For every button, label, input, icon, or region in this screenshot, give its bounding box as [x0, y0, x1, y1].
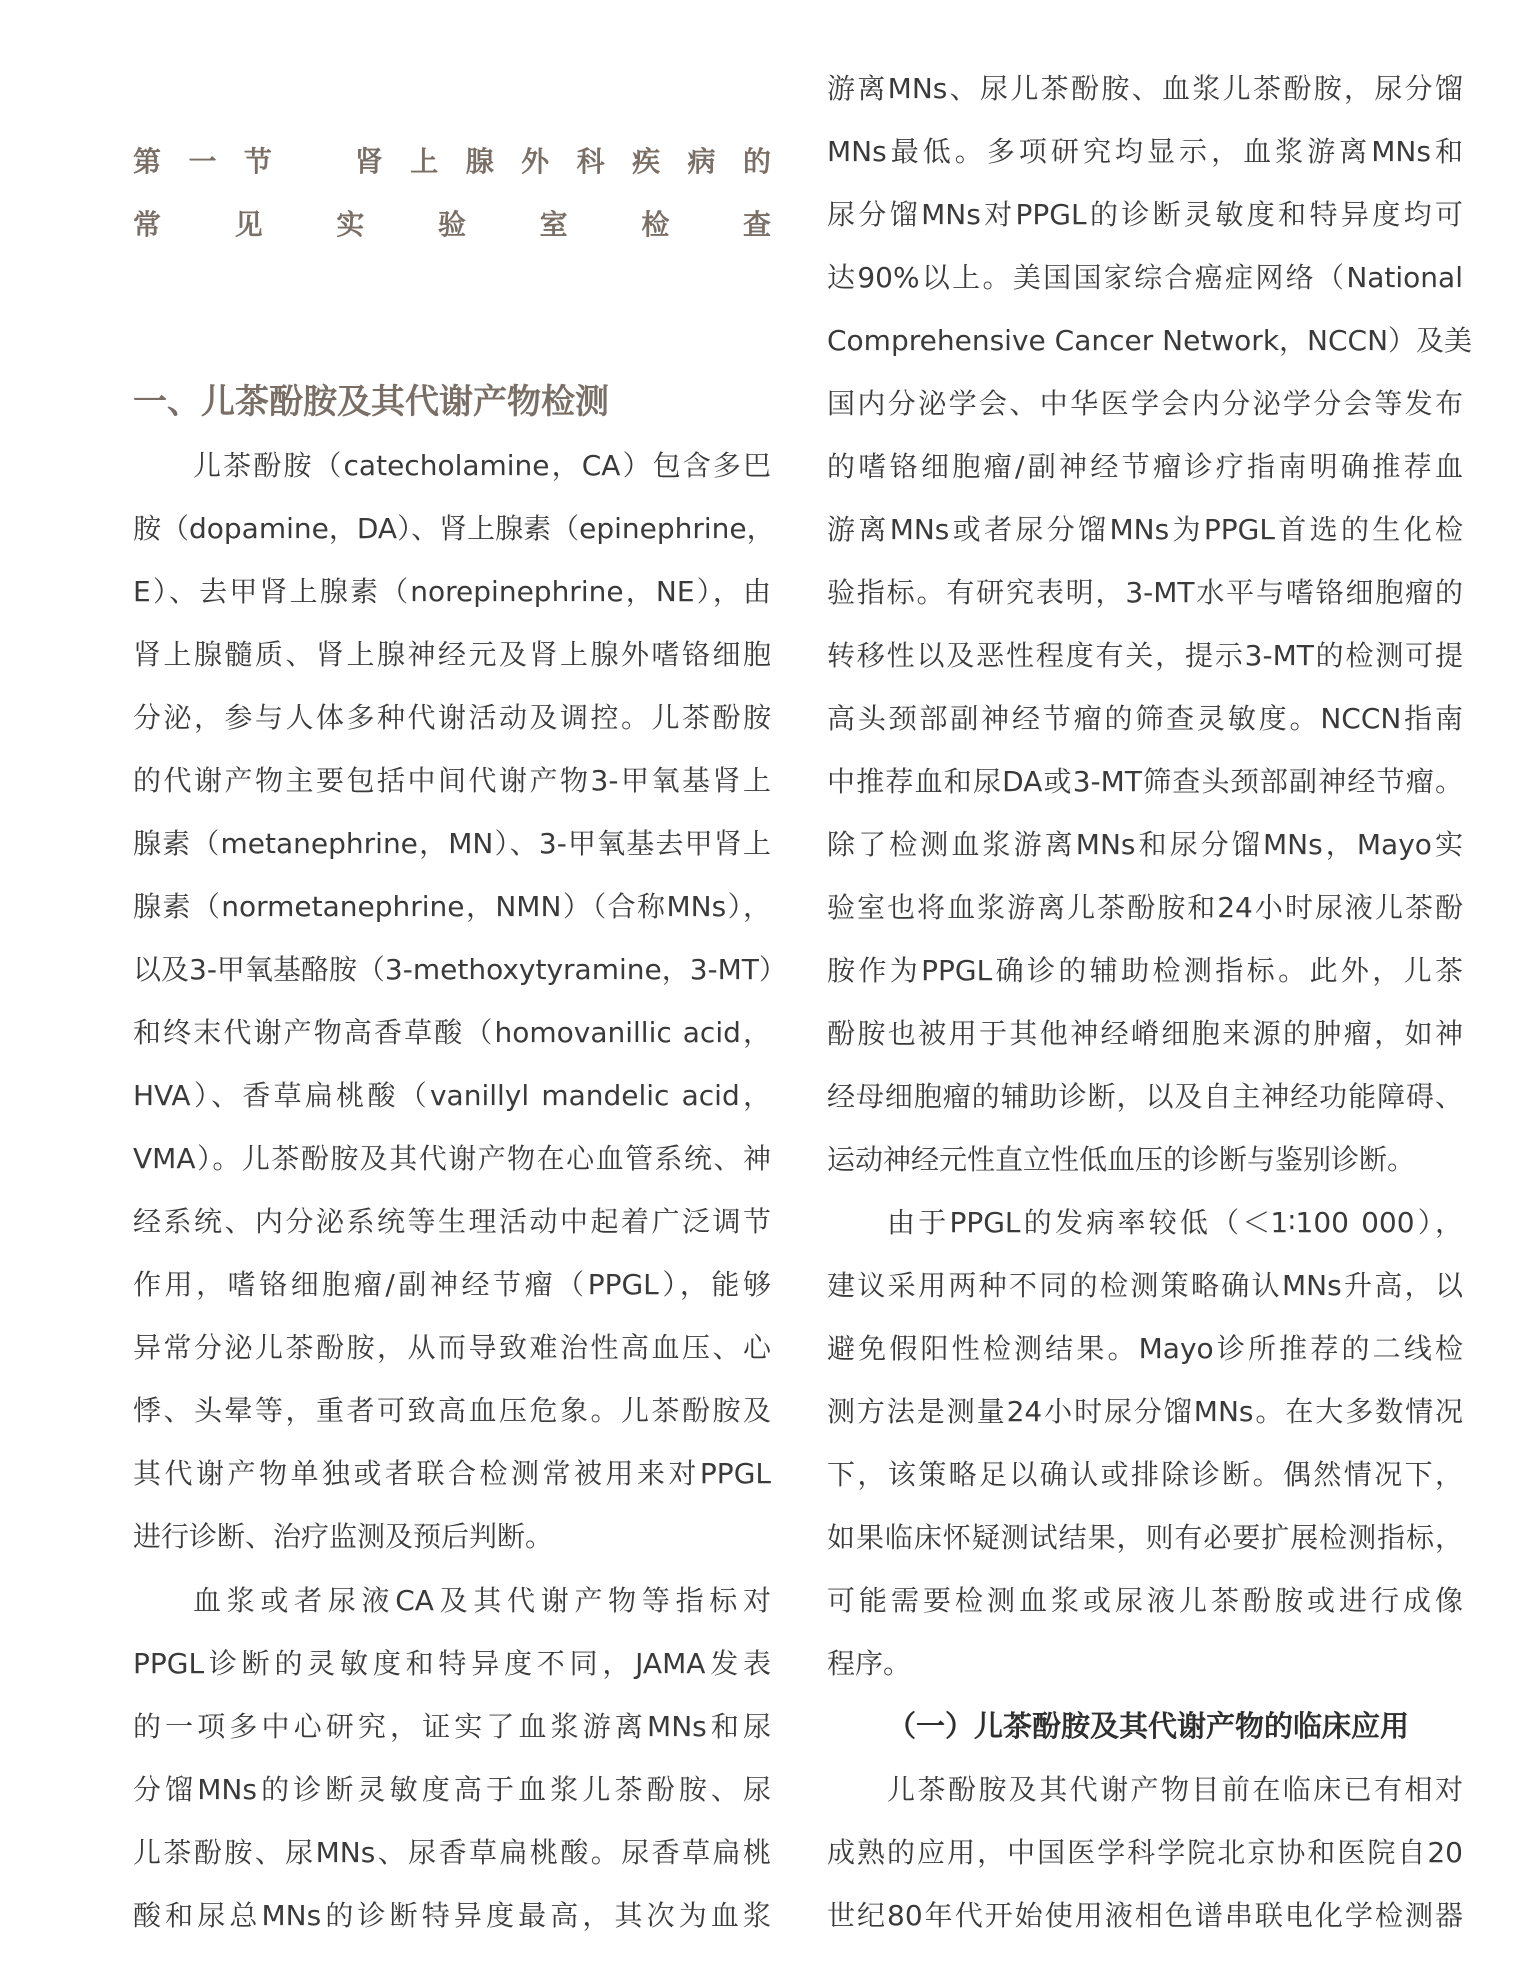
paragraph-line: 肾上腺髓质、肾上腺神经元及肾上腺外嗜铬细胞 — [133, 638, 771, 671]
paragraph-line: 悸、头晕等，重者可致高血压危象。儿茶酚胺及 — [133, 1394, 771, 1427]
paragraph-line: 中推荐血和尿DA或3-MT筛查头颈部副神经节瘤。 — [827, 765, 1463, 798]
paragraph-line: 尿分馏MNs对PPGL的诊断灵敏度和特异度均可 — [827, 198, 1463, 231]
paragraph-line: 成熟的应用，中国医学科学院北京协和医院自20 — [827, 1836, 1463, 1869]
section-heading: 一、儿茶酚胺及其代谢产物检测 — [133, 382, 609, 422]
paragraph-line: 达90%以上。美国国家综合癌症网络（National — [827, 261, 1463, 294]
paragraph-line: 游离MNs或者尿分馏MNs为PPGL首选的生化检 — [827, 513, 1463, 546]
left-paragraph-1 — [133, 434, 787, 1568]
paragraph-line: 程序。 — [827, 1647, 912, 1680]
paragraph-line: 世纪80年代开始使用液相色谱串联电化学检测器 — [827, 1899, 1463, 1932]
paragraph-line: 经母细胞瘤的辅助诊断，以及自主神经功能障碍、 — [827, 1080, 1463, 1113]
paragraph-line: 高头颈部副神经节瘤的筛查灵敏度。NCCN指南 — [827, 702, 1463, 735]
paragraph-line: 作用，嗜铬细胞瘤/副神经节瘤（PPGL），能够 — [133, 1268, 771, 1301]
paragraph-line: 的代谢产物主要包括中间代谢产物3-甲氧基肾上 — [133, 764, 771, 797]
paragraph-line: 下，该策略足以确认或排除诊断。偶然情况下， — [827, 1458, 1463, 1491]
paragraph-line: 儿茶酚胺、尿MNs、尿香草扁桃酸。尿香草扁桃 — [133, 1836, 771, 1869]
sub-heading: （一）儿茶酚胺及其代谢产物的临床应用 — [887, 1709, 1410, 1743]
paragraph-line: 以及3-甲氧基酪胺（3-methoxytyramine，3-MT） — [133, 953, 787, 986]
left-paragraph-2 — [133, 1569, 771, 1947]
paragraph-line: 其代谢产物单独或者联合检测常被用来对PPGL — [133, 1457, 771, 1490]
paragraph-line: 儿茶酚胺（catecholamine，CA）包含多巴 — [193, 449, 771, 482]
paragraph-line: 和终末代谢产物高香草酸（homovanillic acid， — [133, 1016, 771, 1049]
paragraph-line: 的嗜铬细胞瘤/副神经节瘤诊疗指南明确推荐血 — [827, 450, 1463, 483]
paragraph-line: 胺（dopamine，DA）、肾上腺素（epinephrine， — [133, 512, 775, 545]
paragraph-line: 的一项多中心研究，证实了血浆游离MNs和尿 — [133, 1710, 771, 1743]
paragraph-line: 腺素（normetanephrine，NMN）（合称MNs）， — [133, 890, 771, 923]
paragraph-line: 血浆或者尿液CA及其代谢产物等指标对 — [193, 1584, 771, 1617]
paragraph-line: PPGL诊断的灵敏度和特异度不同，JAMA发表 — [133, 1647, 771, 1680]
paragraph-line: MNs最低。多项研究均显示，血浆游离MNs和 — [827, 135, 1463, 168]
paragraph-line: 验室也将血浆游离儿茶酚胺和24小时尿液儿茶酚 — [827, 891, 1463, 924]
paragraph-line: HVA）、香草扁桃酸（vanillyl mandelic acid， — [133, 1079, 771, 1112]
paragraph-line: E）、去甲肾上腺素（norepinephrine，NE），由 — [133, 575, 771, 608]
paragraph-line: 除了检测血浆游离MNs和尿分馏MNs，Mayo实 — [827, 828, 1463, 861]
paragraph-line: 分泌，参与人体多种代谢活动及调控。儿茶酚胺 — [133, 701, 771, 734]
paragraph-line: 运动神经元性直立性低血压的诊断与鉴别诊断。 — [827, 1143, 1416, 1176]
paragraph-line: 胺作为PPGL确诊的辅助检测指标。此外，儿茶 — [827, 954, 1463, 987]
paragraph-line: 验指标。有研究表明，3-MT水平与嗜铬细胞瘤的 — [827, 576, 1463, 609]
paragraph-line: VMA）。儿茶酚胺及其代谢产物在心血管系统、神 — [133, 1142, 771, 1175]
paragraph-line: 分馏MNs的诊断灵敏度高于血浆儿茶酚胺、尿 — [133, 1773, 771, 1806]
paragraph-line: 可能需要检测血浆或尿液儿茶酚胺或进行成像 — [827, 1584, 1463, 1617]
paragraph-line: 经系统、内分泌系统等生理活动中起着广泛调节 — [133, 1205, 771, 1238]
paragraph-line: 国内分泌学会、中华医学会内分泌学分会等发布 — [827, 387, 1463, 420]
right-paragraph-3 — [827, 1758, 1463, 1947]
paragraph-line: 避免假阳性检测结果。Mayo诊所推荐的二线检 — [827, 1332, 1463, 1365]
paragraph-line: 儿茶酚胺及其代谢产物目前在临床已有相对 — [887, 1773, 1463, 1806]
paragraph-line: 由于PPGL的发病率较低（＜1∶100 000）， — [887, 1206, 1463, 1239]
paragraph-line: 酚胺也被用于其他神经嵴细胞来源的肿瘤，如神 — [827, 1017, 1463, 1050]
chapter-title — [133, 130, 771, 256]
paragraph-line: 进行诊断、治疗监测及预后判断。 — [133, 1520, 554, 1553]
paragraph-line: 异常分泌儿茶酚胺，从而导致难治性高血压、心 — [133, 1331, 771, 1364]
paragraph-line: Comprehensive Cancer Network，NCCN）及美 — [827, 324, 1473, 357]
paragraph-line: 游离MNs、尿儿茶酚胺、血浆儿茶酚胺，尿分馏 — [827, 72, 1463, 105]
paragraph-line: 腺素（metanephrine，MN）、3-甲氧基去甲肾上 — [133, 827, 771, 860]
chapter-title-line-2: 常见实验室检查 — [133, 208, 771, 241]
paragraph-line: 酸和尿总MNs的诊断特异度最高，其次为血浆 — [133, 1899, 771, 1932]
right-paragraph-1 — [827, 57, 1473, 1191]
right-paragraph-2 — [827, 1191, 1463, 1695]
paragraph-line: 测方法是测量24小时尿分馏MNs。在大多数情况 — [827, 1395, 1463, 1428]
paragraph-line: 转移性以及恶性程度有关，提示3-MT的检测可提 — [827, 639, 1463, 672]
chapter-title-line-1: 第一节 肾上腺外科疾病的 — [133, 145, 771, 178]
paragraph-line: 如果临床怀疑测试结果，则有必要扩展检测指标， — [827, 1521, 1463, 1554]
paragraph-line: 建议采用两种不同的检测策略确认MNs升高，以 — [827, 1269, 1463, 1302]
